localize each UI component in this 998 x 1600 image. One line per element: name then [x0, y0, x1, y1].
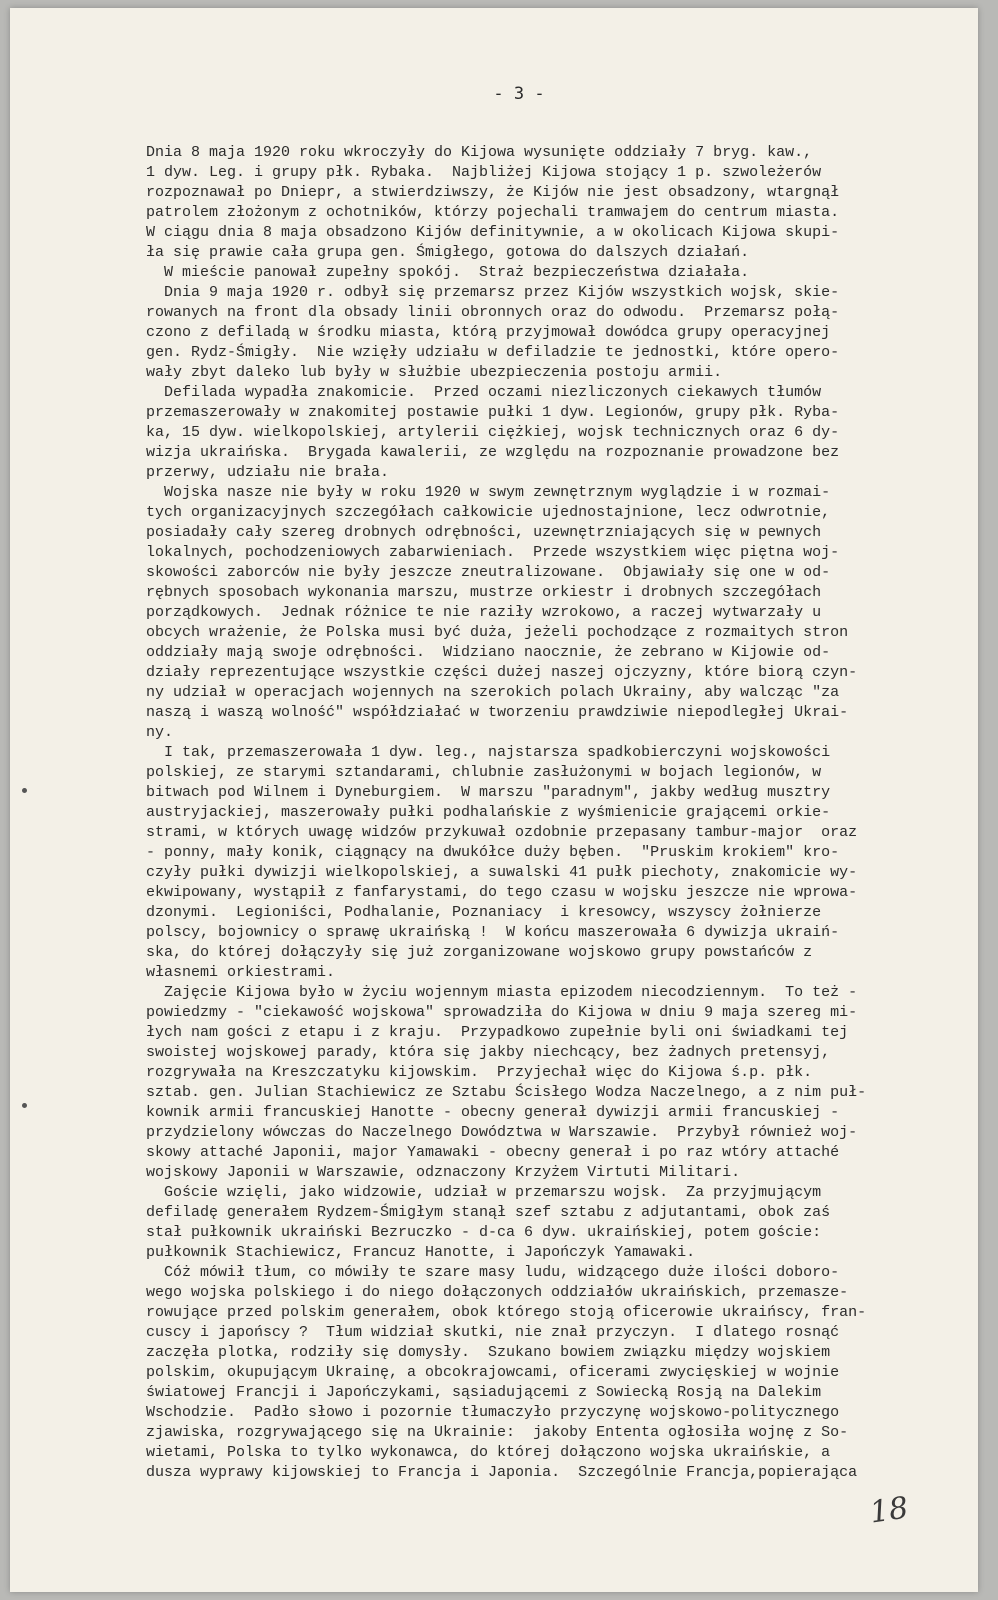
text-line: wietami, Polska to tylko wykonawca, do której dołączono wojska ukraińskie, a — [146, 1444, 831, 1461]
text-line: stał pułkownik ukraiński Bezruczko - d-ca 6 dyw. ukraińskiej, potem goście: — [146, 1224, 822, 1241]
text-line: defiladę generałem Rydzem-Śmigłym stanął szef sztabu z adjutantami, obok zaś — [146, 1204, 831, 1221]
text-line: W ciągu dnia 8 maja obsadzono Kijów definitywnie, a w okolicach Kijowa skupi- — [146, 224, 840, 241]
text-line: austryjackiej, maszerowały pułki podhalańskie z wyśmienicie grającemi orkie- — [146, 804, 831, 821]
text-line: przydzielony wówczas do Naczelnego Dowództwa w Warszawie. Przybył również woj- — [146, 1124, 858, 1141]
text-line: rowujące przed polskim generałem, obok którego stoją oficerowie ukraińscy, fran- — [146, 1304, 867, 1321]
text-line: przemaszerowały w znakomitej postawie pułki 1 dyw. Legionów, grupy płk. Ryba- — [146, 404, 840, 421]
text-line: własnemi orkiestrami. — [146, 964, 336, 981]
page-number: - 3 - — [493, 84, 545, 104]
text-line: tych organizacyjnych szczegółach całkowicie ujednostajnione, lecz odwrotnie, — [146, 504, 831, 521]
text-line: skowości zaborców nie były jeszcze zneutralizowane. Objawiały się one w od- — [146, 564, 831, 581]
punch-hole-mark — [22, 788, 27, 793]
text-line: strami, w których uwagę widzów przykuwał ozdobnie przepasany tambur-major oraz — [146, 824, 858, 841]
text-line: zjawiska, rozgrywającego się na Ukrainie: jakoby Ententa ogłosiła wojnę z So- — [146, 1424, 849, 1441]
text-line: - ponny, mały konik, ciągnący na dwukółce duży bęben. "Pruskim krokiem" kro- — [146, 844, 840, 861]
text-line: Zajęcie Kijowa było w życiu wojennym miasta epizodem niecodziennym. To też - — [146, 984, 858, 1001]
text-line: posiadały cały szereg drobnych odrębności, uzewnętrzniających się w pewnych — [146, 524, 822, 541]
text-line: gen. Rydz-Śmigły. Nie wzięły udziału w defiladzie te jednostki, które opero- — [146, 344, 840, 361]
text-line: bitwach pod Wilnem i Dyneburgiem. W marszu "paradnym", jakby według musztry — [146, 784, 831, 801]
text-line: ka, 15 dyw. wielkopolskiej, artylerii ciężkiej, wojsk technicznych oraz 6 dy- — [146, 424, 840, 441]
text-line: Cóż mówił tłum, co mówiły te szare masy ludu, widzącego duże ilości doboro- — [146, 1264, 840, 1281]
text-line: Dnia 9 maja 1920 r. odbył się przemarsz przez Kijów wszystkich wojsk, skie- — [146, 284, 840, 301]
text-line: polskim, okupującym Ukrainę, a obcokrajowcami, oficerami zwycięskiej w wojnie — [146, 1364, 840, 1381]
document-page — [10, 8, 978, 1592]
text-line: swoistej wojskowej parady, która się jakby niechcący, bez żadnych pretensyj, — [146, 1044, 831, 1061]
text-line: Defilada wypadła znakomicie. Przed oczami niezliczonych ciekawych tłumów — [146, 384, 822, 401]
typewritten-body-text — [146, 143, 966, 1483]
text-line: kownik armii francuskiej Hanotte - obecny generał dywizji armii francuskiej - — [146, 1104, 840, 1121]
text-line: łych nam gości z etapu i z kraju. Przypadkowo zupełnie byli oni świadkami tej — [146, 1024, 849, 1041]
text-line: wego wojska polskiego i do niego dołączonych oddziałów ukraińskich, przemasze- — [146, 1284, 849, 1301]
text-line: I tak, przemaszerowała 1 dyw. leg., najstarsza spadkobierczyni wojskowości — [146, 744, 831, 761]
text-line: działy reprezentujące wszystkie części dużej naszej ojczyzny, które biorą czyn- — [146, 664, 858, 681]
text-line: obcych wrażenie, że Polska musi być duża, jeżeli pochodzące z rozmaitych stron — [146, 624, 849, 641]
text-line: czyły pułki dywizji wielkopolskiej, a suwalski 41 pułk piechoty, znakomicie wy- — [146, 864, 858, 881]
text-line: polscy, bojownicy o sprawę ukraińską ! W końcu maszerowała 6 dywizja ukraiń- — [146, 924, 840, 941]
text-line: 1 dyw. Leg. i grupy płk. Rybaka. Najbliżej Kijowa stojący 1 p. szwoleżerów — [146, 164, 822, 181]
text-line: ekwipowany, wystąpił z fanfarystami, do tego czasu w wojsku jeszcze nie wprowa- — [146, 884, 858, 901]
text-line: skowy attaché Japonii, major Yamawaki - obecny generał i po raz wtóry attaché — [146, 1144, 840, 1161]
text-line: naszą i waszą wolność" współdziałać w tworzeniu prawdziwie niepodległej Ukrai- — [146, 704, 849, 721]
text-line: sztab. gen. Julian Stachiewicz ze Sztabu Ścisłego Wodza Naczelnego, a z nim puł- — [146, 1084, 867, 1101]
text-line: rowanych na front dla obsady linii obronnych oraz do odwodu. Przemarsz połą- — [146, 304, 840, 321]
text-line: dzonymi. Legioniści, Podhalanie, Poznaniacy i kresowcy, wszyscy żołnierze — [146, 904, 822, 921]
text-line: powiedzmy - "ciekawość wojskowa" sprowadziła do Kijowa w dniu 9 maja szereg mi- — [146, 1004, 858, 1021]
text-line: zaczęła plotka, rodziły się domysły. Szukano bowiem związku między wojskiem — [146, 1344, 831, 1361]
text-line: ny. — [146, 724, 174, 741]
text-line: patrolem złożonym z ochotników, którzy pojechali tramwajem do centrum miasta. — [146, 204, 840, 221]
text-line: Goście wzięli, jako widzowie, udział w przemarszu wojsk. Za przyjmującym — [146, 1184, 822, 1201]
text-line: polskiej, ze starymi sztandarami, chlubnie zasłużonymi w bojach legionów, w — [146, 764, 822, 781]
text-line: rozpoznawał po Dniepr, a stwierdziwszy, że Kijów nie jest obsadzony, wtargnął — [146, 184, 840, 201]
text-line: Wojska nasze nie były w roku 1920 w swym zewnętrznym wyglądzie i w rozmai- — [146, 484, 831, 501]
text-line: cuscy i japońscy ? Tłum widział skutki, nie znał przyczyn. I dlatego rosnąć — [146, 1324, 840, 1341]
text-line: rębnych sposobach wykonania marszu, mustrze orkiestr i drobnych szczegółach — [146, 584, 822, 601]
text-line: ny udział w operacjach wojennych na szerokich polach Ukrainy, aby walcząc "za — [146, 684, 840, 701]
text-line: Dnia 8 maja 1920 roku wkroczyły do Kijowa wysunięte oddziały 7 bryg. kaw., — [146, 144, 813, 161]
text-line: ła się prawie cała grupa gen. Śmigłego, gotowa do dalszych działań. — [146, 244, 750, 261]
text-line: ska, do której dołączyły się już zorganizowane wojskowo grupy powstańców z — [146, 944, 813, 961]
text-line: przerwy, udziału nie brała. — [146, 464, 390, 481]
text-line: wojskowy Japonii w Warszawie, odznaczony Krzyżem Virtuti Militari. — [146, 1164, 741, 1181]
text-line: W mieście panował zupełny spokój. Straż bezpieczeństwa działała. — [146, 264, 750, 281]
handwritten-folio-number: 18 — [867, 1490, 911, 1531]
text-line: porządkowych. Jednak różnice te nie raziły wzrokowo, a raczej wytwarzały u — [146, 604, 822, 621]
text-line: Wschodzie. Padło słowo i pozornie tłumaczyło przyczynę wojskowo-politycznego — [146, 1404, 840, 1421]
text-line: światowej Francji i Japończykami, sąsiadującemi z Sowiecką Rosją na Dalekim — [146, 1384, 822, 1401]
text-line: oddziały mają swoje odrębności. Widziano naocznie, że zebrano w Kijowie od- — [146, 644, 831, 661]
text-line: wały zbyt daleko lub były w służbie ubezpieczenia postoju armii. — [146, 364, 723, 381]
text-line: rozgrywała na Kreszczatyku kijowskim. Przyjechał więc do Kijowa ś.p. płk. — [146, 1064, 813, 1081]
text-line: pułkownik Stachiewicz, Francuz Hanotte, i Japończyk Yamawaki. — [146, 1244, 696, 1261]
text-line: wizja ukraińska. Brygada kawalerii, ze względu na rozpoznanie prowadzone bez — [146, 444, 840, 461]
punch-hole-mark — [22, 1103, 27, 1108]
text-line: dusza wyprawy kijowskiej to Francja i Japonia. Szczególnie Francja,popierająca — [146, 1464, 858, 1481]
text-line: czono z defiladą w środku miasta, którą przyjmował dowódca grupy operacyjnej — [146, 324, 831, 341]
text-line: lokalnych, pochodzeniowych zabarwieniach. Przede wszystkiem więc piętna woj- — [146, 544, 840, 561]
